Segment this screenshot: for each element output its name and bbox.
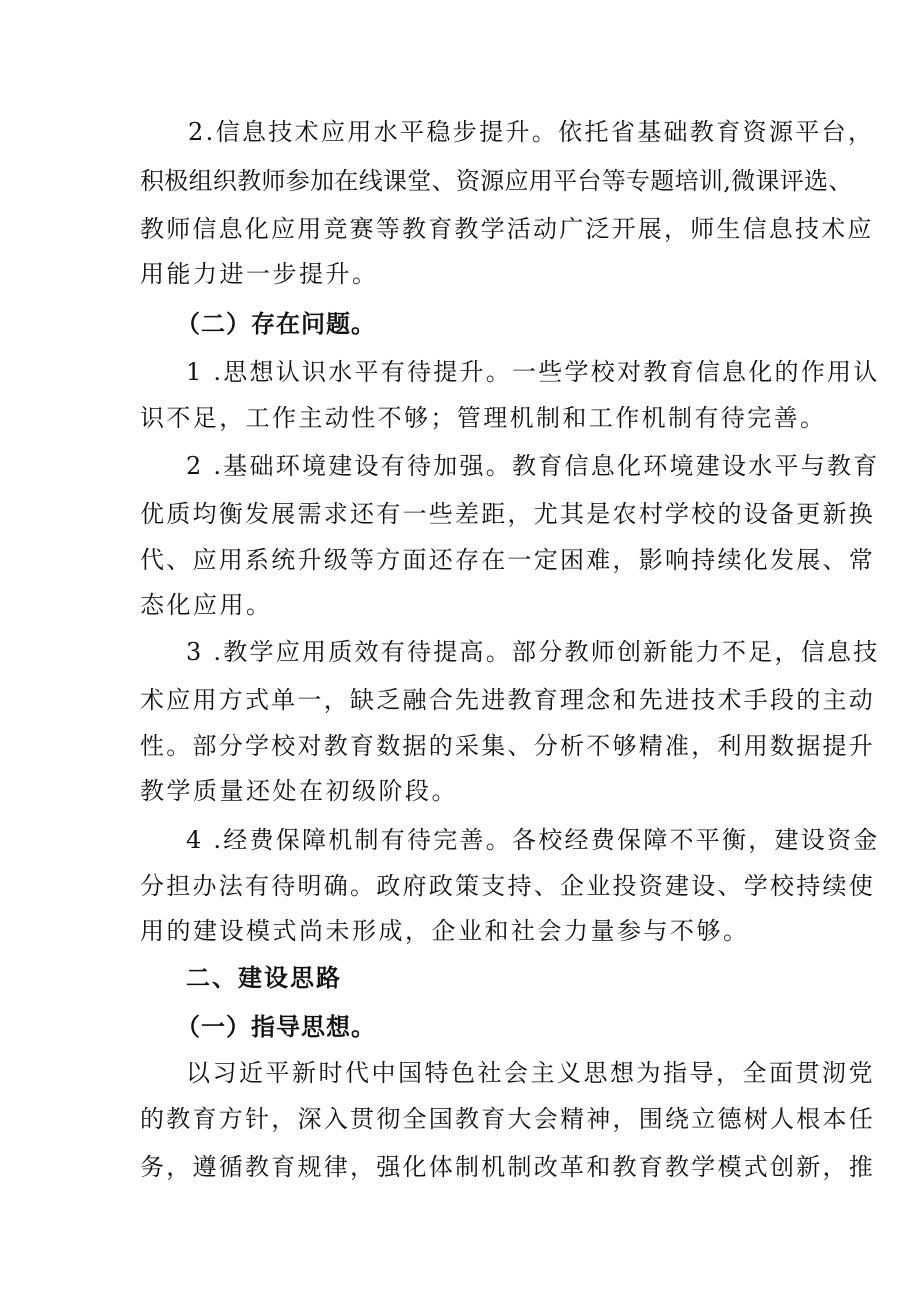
paragraph-3-line-1: 2 .基础环境建设有待加强。教育信息化环境建设水平与教育 xyxy=(186,452,880,480)
paragraph-4-line-1: 3 .教学应用质效有待提高。部分教师创新能力不足，信息技 xyxy=(186,638,880,666)
paragraph-6-line-3: 务，遵循教育规律，强化体制机制改革和教育教学模式创新，推 xyxy=(140,1153,875,1181)
paragraph-1-line-3: 教师信息化应用竞赛等教育教学活动广泛开展，师生信息技术应 xyxy=(140,215,874,243)
section-heading-guiding-ideology: （一）指导思想。 xyxy=(176,1013,376,1041)
paragraph-3-line-4: 态化应用。 xyxy=(140,591,273,619)
paragraph-1-line-4: 用能力进一步提升。 xyxy=(140,260,379,288)
paragraph-3-line-3: 代、应用系统升级等方面还存在一定困难，影响持续化发展、常 xyxy=(140,546,875,574)
paragraph-1-line-2: 积极组织教师参加在线课堂、资源应用平台等专题培训,微课评选、 xyxy=(140,167,853,195)
paragraph-6-line-1: 以习近平新时代中国特色社会主义思想为指导，全面贯沏党 xyxy=(186,1059,875,1087)
section-heading-approach: 二、建设思路 xyxy=(186,964,342,992)
paragraph-5-line-2: 分担办法有待明确。政府政策支持、企业投资建设、学校持续使 xyxy=(140,872,875,900)
paragraph-5-line-1: 4 .经费保障机制有待完善。各校经费保障不平衡，建设资金 xyxy=(186,826,880,854)
paragraph-6-line-2: 的教育方针，深入贯彻全国教育大会精神，围绕立德树人根本任 xyxy=(140,1105,875,1133)
paragraph-4-line-3: 性。部分学校对教育数据的采集、分析不够精准，利用数据提升 xyxy=(140,732,875,760)
paragraph-5-line-3: 用的建设模式尚未形成，企业和社会力量参与不够。 xyxy=(140,917,750,945)
paragraph-4-line-2: 术应用方式单一，缺乏融合先进教育理念和先进技术手段的主动 xyxy=(140,686,875,714)
paragraph-3-line-2: 优质均衡发展需求还有一些差距，尤其是农村学校的设备更新换 xyxy=(140,500,875,528)
paragraph-2-line-2: 识不足，工作主动性不够；管理机制和工作机制有待完善。 xyxy=(140,404,827,432)
paragraph-4-line-4: 教学质量还处在初级阶段。 xyxy=(140,777,458,805)
paragraph-1-line-1: 2.信息技术应用水平稳步提升。依托省基础教育资源平台， xyxy=(188,118,875,146)
section-heading-problems: （二）存在问题。 xyxy=(176,310,376,338)
paragraph-2-line-1: 1 .思想认识水平有待提升。一些学校对教育信息化的作用认 xyxy=(186,358,880,386)
